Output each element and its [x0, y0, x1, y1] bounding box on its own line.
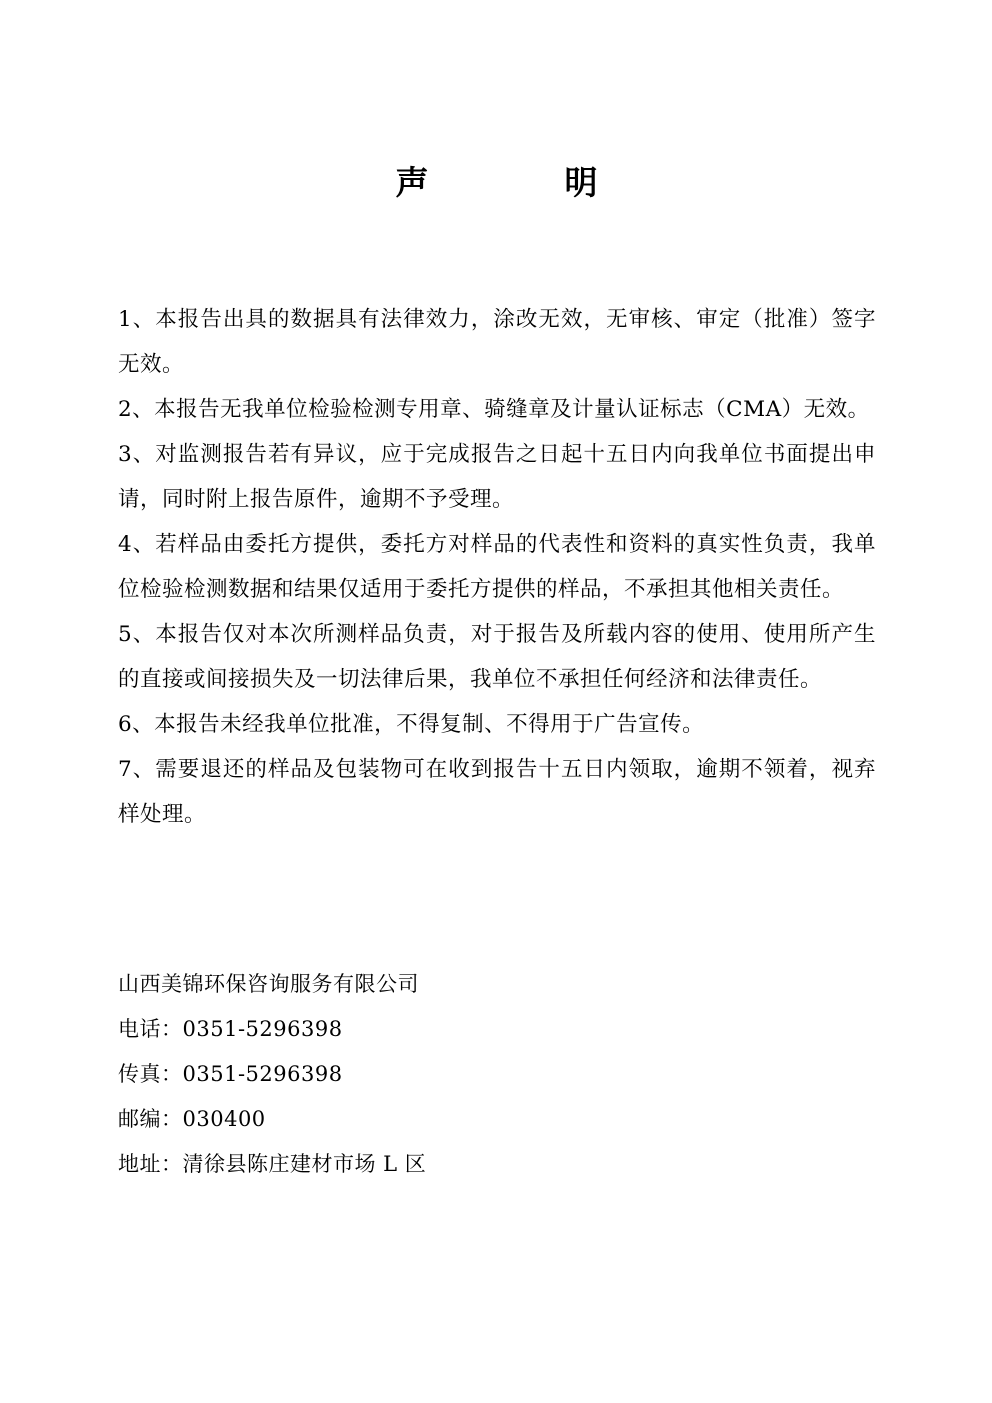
contact-postcode: 邮编：030400 — [118, 1107, 266, 1131]
statement-item-7: 7、需要退还的样品及包装物可在收到报告十五日内领取，逾期不领着，视弃样处理。 — [118, 757, 876, 827]
statement-item-3: 3、对监测报告若有异议，应于完成报告之日起十五日内向我单位书面提出申请，同时附上报告原件，逾期不予受理。 — [118, 442, 876, 512]
statement-item-1: 1、本报告出具的数据具有法律效力，涂改无效，无审核、审定（批准）签字无效。 — [118, 307, 876, 377]
contact-address: 地址：清徐县陈庄建材市场 L 区 — [118, 1152, 427, 1176]
statement-item-6: 6、本报告未经我单位批准，不得复制、不得用于广告宣传。 — [118, 712, 705, 737]
statement-item-2: 2、本报告无我单位检验检测专用章、骑缝章及计量认证标志（CMA）无效。 — [118, 397, 870, 422]
page-title — [118, 160, 876, 205]
statements-list — [118, 297, 876, 837]
page-title-char-right: 明 — [564, 163, 599, 202]
statement-item-5: 5、本报告仅对本次所测样品负责，对于报告及所载内容的使用、使用所产生的直接或间接损失及一切法律后果，我单位不承担任何经济和法律责任。 — [118, 622, 876, 692]
contact-block — [118, 962, 876, 1187]
company-name: 山西美锦环保咨询服务有限公司 — [118, 972, 419, 996]
statement-item-4: 4、若样品由委托方提供，委托方对样品的代表性和资料的真实性负责，我单位检验检测数据和结果仅适用于委托方提供的样品，不承担其他相关责任。 — [118, 532, 876, 602]
page-title-char-left: 声 — [395, 163, 430, 202]
contact-fax: 传真：0351-5296398 — [118, 1062, 343, 1086]
contact-phone: 电话：0351-5296398 — [118, 1017, 343, 1041]
